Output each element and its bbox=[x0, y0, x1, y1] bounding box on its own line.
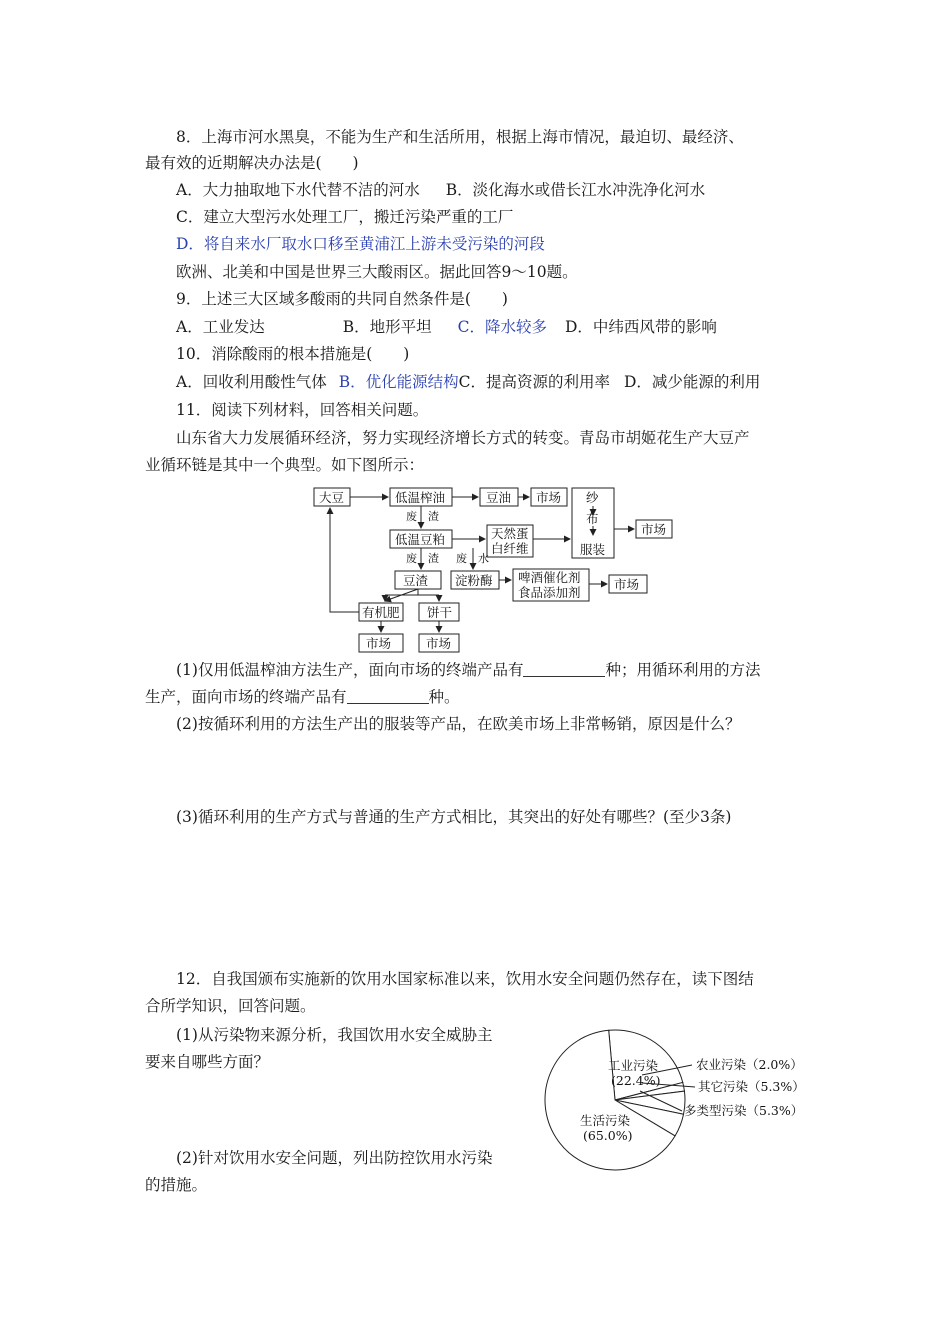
pie-value-industrial: (22.4%) bbox=[611, 1073, 661, 1088]
pie-label-domestic: 生活污染 bbox=[580, 1113, 631, 1128]
diagram-shichang-2: 市场 bbox=[641, 522, 667, 537]
q10-options bbox=[176, 372, 760, 392]
q11-sub1-line1 bbox=[176, 660, 760, 680]
diagram-youjifei: 有机肥 bbox=[362, 605, 400, 620]
q10-option-b: B．优化能源结构 bbox=[338, 373, 459, 391]
diagram-feishui: 废 水 bbox=[456, 552, 489, 565]
q12-sub2-line1: (2)针对饮用水安全问题，列出防控饮用水污染 bbox=[176, 1149, 493, 1167]
q11-sub1-text-c: 生产，面向市场的终端产品有 bbox=[145, 688, 347, 706]
diagram-pijiu-line2: 食品添加剂 bbox=[518, 585, 581, 600]
q12-sub2-line2: 的措施。 bbox=[145, 1176, 208, 1194]
diagram-tianran-line2: 白纤维 bbox=[491, 541, 529, 556]
q10-stem: 10．消除酸雨的根本措施是( ) bbox=[176, 345, 410, 363]
diagram-diwen-doupo: 低温豆粕 bbox=[395, 532, 446, 547]
q9-option-d: D．中纬西风带的影响 bbox=[564, 318, 717, 336]
q8-stem-line1: 8．上海市河水黑臭，不能为生产和生活所用，根据上海市情况，最迫切、最经济、 bbox=[176, 128, 744, 146]
q11-sub1-line2 bbox=[145, 687, 460, 707]
diagram-shichang-1: 市场 bbox=[536, 490, 562, 505]
q11-sub1-text-b: 种；用循环利用的方法 bbox=[605, 661, 761, 679]
diagram-feizha-2: 废 渣 bbox=[406, 552, 439, 565]
pie-label-industrial: 工业污染 bbox=[608, 1058, 659, 1073]
q10-option-c: C．提高资源的利用率 bbox=[458, 373, 610, 391]
q11-stem: 11．阅读下列材料，回答相关问题。 bbox=[176, 401, 429, 419]
diagram-tianran-line1: 天然蛋 bbox=[491, 526, 529, 541]
diagram-pijiu-line1: 啤酒催化剂 bbox=[518, 570, 581, 585]
diagram-sha: 纱 bbox=[586, 490, 599, 505]
q11-blank-2[interactable] bbox=[347, 689, 429, 704]
q8-option-d: D．将自来水厂取水口移至黄浦江上游未受污染的河段 bbox=[176, 235, 545, 253]
q11-sub2: (2)按循环利用的方法生产出的服装等产品，在欧美市场上非常畅销，原因是什么？ bbox=[176, 715, 741, 733]
q12-stem-line1: 12．自我国颁布实施新的饮用水国家标准以来，饮用水安全问题仍然存在，读下图结 bbox=[176, 970, 754, 988]
diagram-bu: 布 bbox=[586, 511, 599, 526]
q11-blank-1[interactable] bbox=[523, 662, 605, 677]
q11-material-line1: 山东省大力发展循环经济，努力实现经济增长方式的转变。青岛市胡姬花生产大豆产 bbox=[176, 429, 750, 447]
q9-option-c: C．降水较多 bbox=[457, 318, 547, 336]
diagram-dianfenmei: 淀粉酶 bbox=[455, 573, 493, 588]
diagram-douyou: 豆油 bbox=[486, 490, 512, 505]
q12-sub1-line1: (1)从污染物来源分析，我国饮用水安全威胁主 bbox=[176, 1026, 493, 1044]
q9-stem: 9．上述三大区域多酸雨的共同自然条件是( ) bbox=[176, 290, 508, 308]
q8-option-b: B．淡化海水或借长江水冲洗净化河水 bbox=[445, 181, 706, 199]
q12-stem-line2: 合所学知识，回答问题。 bbox=[145, 997, 316, 1015]
diagram-diwen-zhayou: 低温榨油 bbox=[395, 490, 446, 505]
q10-option-a: A．回收利用酸性气体 bbox=[176, 373, 327, 391]
pie-value-domestic: (65.0%) bbox=[583, 1128, 633, 1143]
water-pollution-pie-chart bbox=[540, 1025, 830, 1175]
diagram-fuzhuang: 服装 bbox=[580, 542, 606, 557]
q8-option-c: C．建立大型污水处理工厂，搬迁污染严重的工厂 bbox=[176, 208, 514, 226]
q8-options-ab bbox=[176, 180, 705, 200]
soybean-cycle-diagram bbox=[300, 482, 667, 660]
q9-option-a: A．工业发达 bbox=[176, 318, 265, 336]
pie-label-agricultural: 农业污染（2.0%） bbox=[696, 1057, 803, 1072]
diagram-binggan: 饼干 bbox=[427, 605, 453, 620]
diagram-shichang-4: 市场 bbox=[366, 636, 392, 651]
q11-sub1-text-a: (1)仅用低温榨油方法生产，面向市场的终端产品有 bbox=[176, 661, 524, 679]
q12-sub1-line2: 要来自哪些方面？ bbox=[145, 1053, 270, 1071]
q10-option-d: D．减少能源的利用 bbox=[623, 373, 761, 391]
pie-label-other: 其它污染（5.3%） bbox=[698, 1079, 805, 1094]
pie-label-multi: 多类型污染（5.3%） bbox=[684, 1103, 804, 1118]
diagram-shichang-5: 市场 bbox=[426, 636, 452, 651]
diagram-douzha: 豆渣 bbox=[403, 573, 429, 588]
diagram-shichang-3: 市场 bbox=[614, 577, 640, 592]
diagram-feizha-1: 废 渣 bbox=[406, 510, 439, 523]
q8-option-a: A．大力抽取地下水代替不洁的河水 bbox=[176, 181, 420, 199]
q11-material-line2: 业循环链是其中一个典型。如下图所示： bbox=[145, 456, 425, 474]
diagram-dadou: 大豆 bbox=[319, 490, 345, 505]
q9-option-b: B．地形平坦 bbox=[342, 318, 432, 336]
q11-sub3: (3)循环利用的生产方式与普通的生产方式相比，其突出的好处有哪些？(至少3条) bbox=[176, 808, 732, 826]
q8-stem-line2: 最有效的近期解决办法是( ) bbox=[145, 154, 359, 172]
q11-sub1-text-d: 种。 bbox=[428, 688, 460, 706]
intro-9-10: 欧洲、北美和中国是世界三大酸雨区。据此回答9～10题。 bbox=[176, 263, 578, 281]
q9-options bbox=[176, 317, 717, 337]
